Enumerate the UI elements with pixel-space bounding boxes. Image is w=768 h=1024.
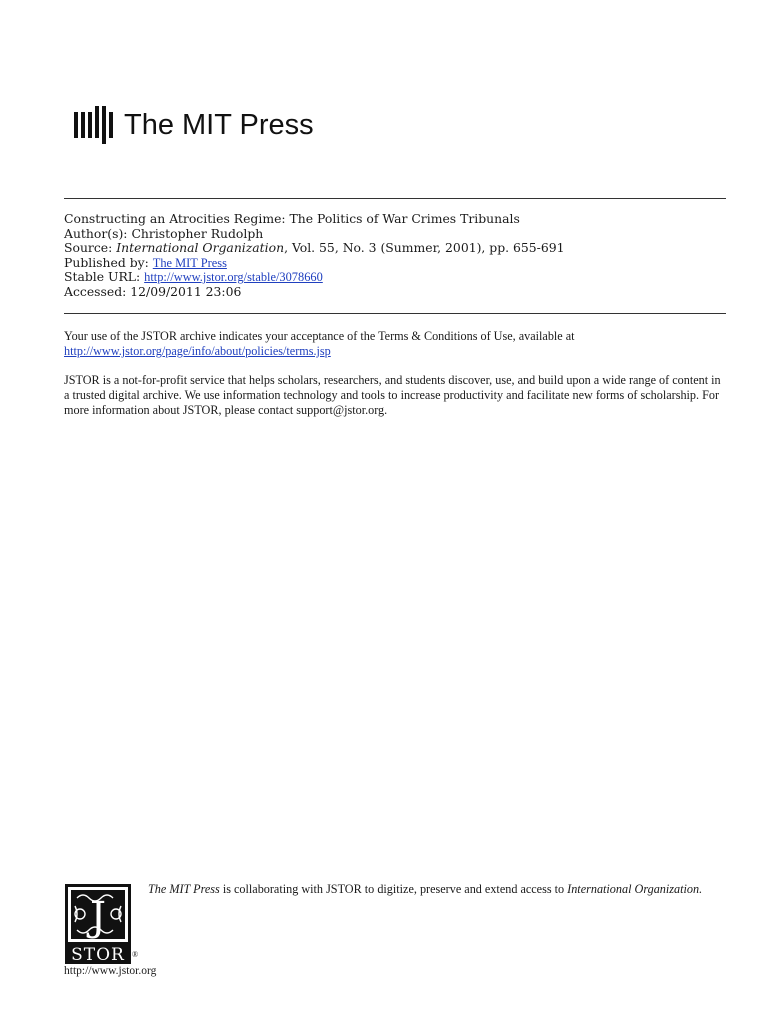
author-label: Author(s): [64,225,128,241]
terms-link[interactable]: http://www.jstor.org/page/info/about/policies/terms.jsp [64,344,331,358]
bottom-divider [64,313,726,314]
published-line [64,256,726,271]
jstor-url[interactable]: http://www.jstor.org [64,965,157,977]
journal-name: International Organization [116,240,285,256]
accessed-line [64,285,726,300]
source-label: Source: [64,240,113,256]
jstor-seal-icon [65,884,131,964]
jstor-about-text: JSTOR is a not-for-profit service that helps scholars, researchers, and students discover, use, and build upon a wide range of content in a trusted digital archive. We use information technology and tools to increase productivity and facilitate new forms of scholarship. For more information about JSTOR, please contact support@jstor.org. [64,373,721,417]
collaboration-note [148,884,708,896]
publisher-logo-text: The MIT Press [124,108,314,141]
collab-publisher: The MIT Press [148,882,220,896]
article-metadata [64,212,726,300]
seal-word: STOR [71,945,125,964]
stable-url-line [64,270,726,285]
terms-notice [64,329,726,359]
author-line [64,227,726,242]
collab-text: is collaborating with JSTOR to digitize, preserve and extend access to [219,882,568,896]
published-label: Published by: [64,254,149,270]
stable-url-label: Stable URL: [64,269,141,285]
accessed-label: Accessed: [64,283,127,299]
registered-mark: ® [132,950,139,959]
seal-letter: J [89,894,107,940]
collab-journal: International Organization. [567,882,703,896]
author-name: Christopher Rudolph [131,225,264,241]
stable-url-link[interactable]: http://www.jstor.org/stable/3078660 [144,270,323,285]
accessed-date: 12/09/2011 23:06 [130,283,242,299]
source-line [64,241,726,256]
source-details: , Vol. 55, No. 3 (Summer, 2001), pp. 655-691 [284,240,565,256]
article-title: Constructing an Atrocities Regime: The Politics of War Crimes Tribunals [64,211,520,226]
publisher-link[interactable]: The MIT Press [152,255,227,270]
mit-press-logo [74,100,314,150]
terms-text: Your use of the JSTOR archive indicates your acceptance of the Terms & Conditions of Use, available at [64,329,575,343]
mit-press-bars-icon [74,100,118,150]
top-divider [64,198,726,199]
